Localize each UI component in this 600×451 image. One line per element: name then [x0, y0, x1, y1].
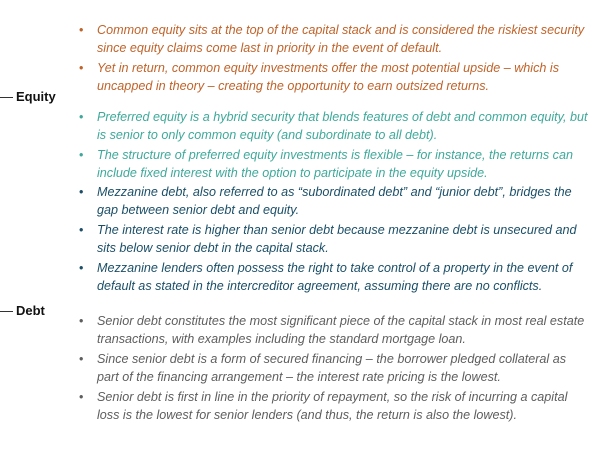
list-item: • Senior debt is first in line in the priority of repayment, so the risk of incurring a capital loss is the lowest for senior lenders (and thus, the return is also the lowest).: [76, 388, 591, 424]
preferred-equity-list: [76, 108, 591, 184]
mezzanine-debt-list: [76, 183, 591, 297]
debt-label: [0, 303, 45, 318]
list-item: • The interest rate is higher than senior debt because mezzanine debt is unsecured and sits below senior debt in the capital stack.: [76, 221, 591, 257]
list-item: • Yet in return, common equity investments offer the most potential upside – which is uncapped in theory – creating the opportunity to earn outsized returns.: [76, 59, 591, 95]
equity-dash: —: [0, 89, 13, 104]
list-item: • Since senior debt is a form of secured financing – the borrower pledged collateral as part of the financing arrangement – the interest rate pricing is the lowest.: [76, 350, 591, 386]
list-item: • Senior debt constitutes the most significant piece of the capital stack in most real estate transactions, with examples including the standard mortgage loan.: [76, 312, 591, 348]
list-item: • Mezzanine lenders often possess the right to take control of a property in the event of default as stated in the intercreditor agreement, assuming there are no conflicts.: [76, 259, 591, 295]
list-item: • Common equity sits at the top of the capital stack and is considered the riskiest security since equity claims come last in priority in the event of default.: [76, 21, 591, 57]
list-item: • Preferred equity is a hybrid security that blends features of debt and common equity, but is senior to only common equity (and subordinate to all debt).: [76, 108, 591, 144]
debt-label-text: Debt: [16, 303, 45, 318]
list-item: • Mezzanine debt, also referred to as “subordinated debt” and “junior debt”, bridges the gap between senior debt and equity.: [76, 183, 591, 219]
equity-label: [0, 89, 56, 104]
senior-debt-list: [76, 312, 591, 426]
debt-dash: —: [0, 303, 13, 318]
list-item: • The structure of preferred equity investments is flexible – for instance, the returns can include fixed interest with the option to participate in the equity upside.: [76, 146, 591, 182]
equity-label-text: Equity: [16, 89, 56, 104]
common-equity-list: [76, 21, 591, 97]
